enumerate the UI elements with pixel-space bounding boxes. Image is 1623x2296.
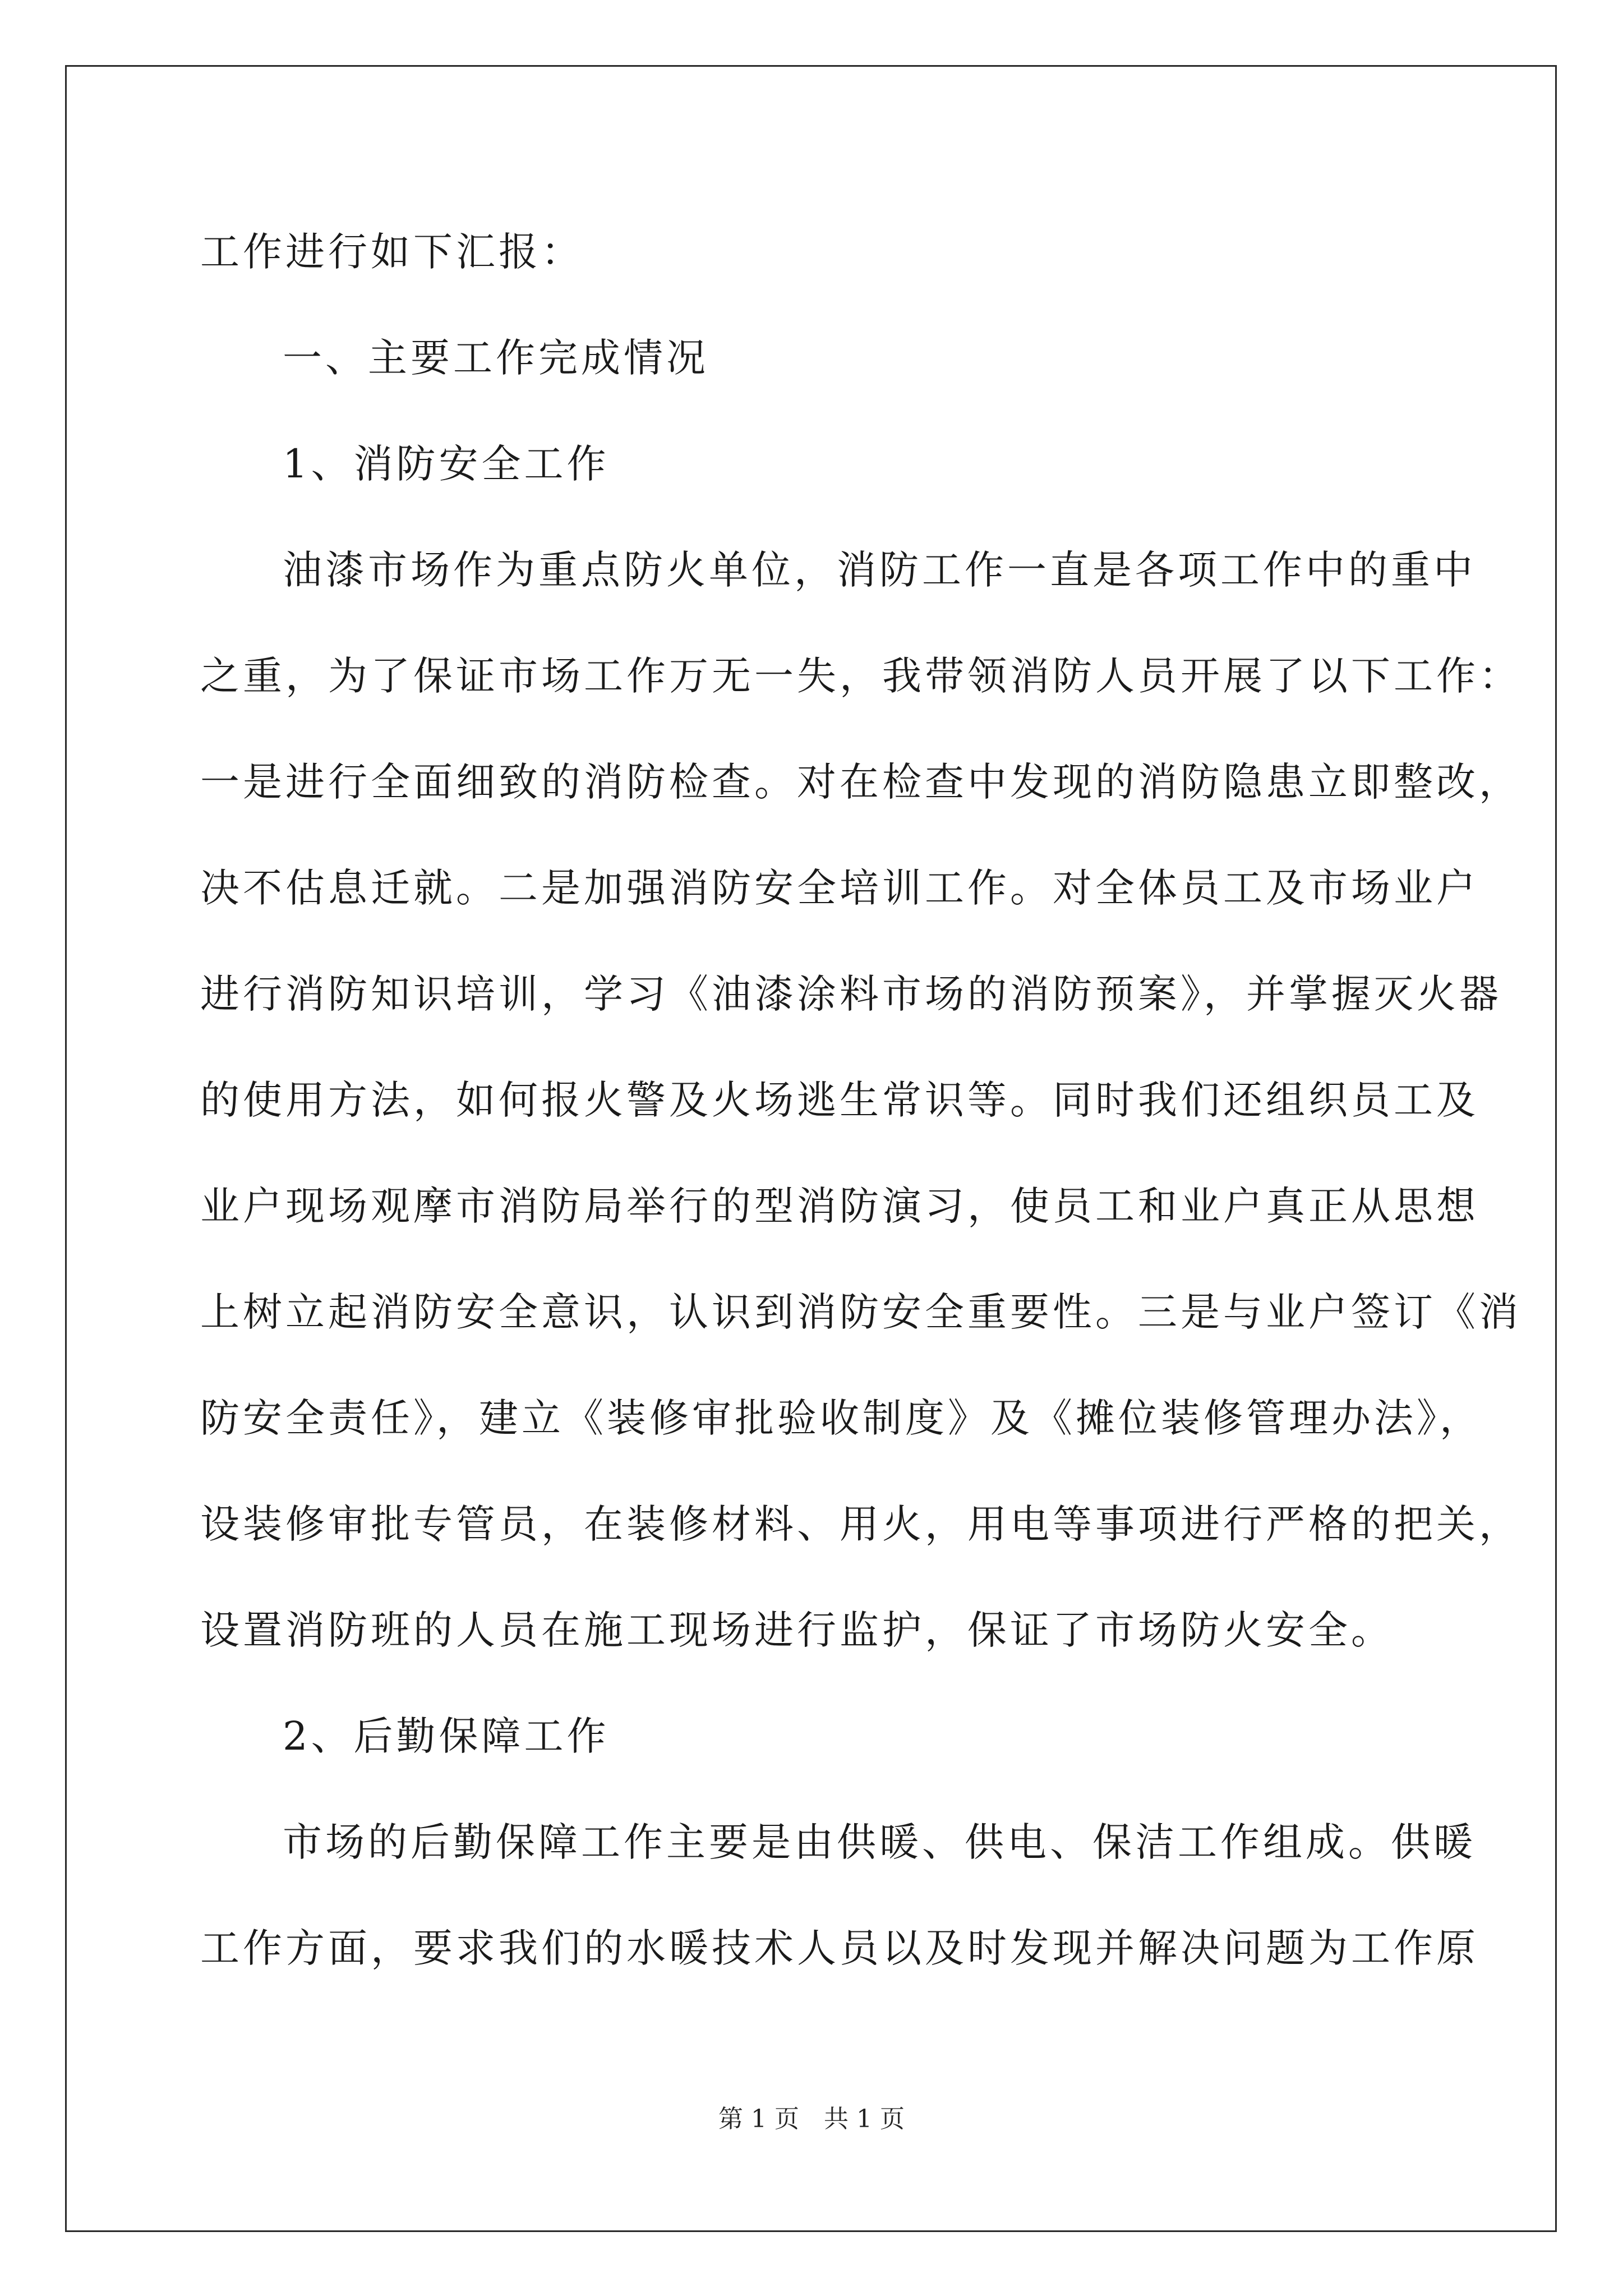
text-line: 上树立起消防安全意识，认识到消防安全重要性。三是与业户签订《消: [200, 1289, 1521, 1335]
text-line: 设置消防班的人员在施工现场进行监护，保证了市场防火安全。: [200, 1607, 1394, 1653]
text-line: 业户现场观摩市消防局举行的型消防演习，使员工和业户真正从思想: [200, 1183, 1479, 1229]
text-line: 一是进行全面细致的消防检查。对在检查中发现的消防隐患立即整改，: [200, 759, 1521, 805]
text-line: 市场的后勤保障工作主要是由供暖、供电、保洁工作组成。供暖: [283, 1819, 1476, 1865]
text-line: 之重，为了保证市场工作万无一失，我带领消防人员开展了以下工作：: [200, 653, 1521, 699]
page-footer: [0, 2102, 1623, 2136]
text-line: 2、后勤保障工作: [283, 1713, 610, 1759]
text-line: 1、消防安全工作: [283, 441, 610, 487]
text-line: 一、主要工作完成情况: [283, 335, 709, 381]
text-line: 工作方面，要求我们的水暖技术人员以及时发现并解决问题为工作原: [200, 1925, 1479, 1971]
document-body: [200, 218, 1521, 2021]
text-line: 进行消防知识培训，学习《油漆涂料市场的消防预案》，并掌握灭火器: [200, 971, 1502, 1017]
text-line: 防安全责任》，建立《装修审批验收制度》及《摊位装修管理办法》，: [200, 1395, 1482, 1441]
text-line: 决不估息迁就。二是加强消防安全培训工作。对全体员工及市场业户: [200, 865, 1479, 911]
page-number-label: 第 1 页 共 1 页: [718, 2105, 905, 2133]
text-line: 工作进行如下汇报：: [200, 229, 584, 275]
text-line: 油漆市场作为重点防火单位，消防工作一直是各项工作中的重中: [283, 547, 1476, 593]
text-line: 设装修审批专管员，在装修材料、用火，用电等事项进行严格的把关，: [200, 1501, 1521, 1547]
text-line: 的使用方法，如何报火警及火场逃生常识等。同时我们还组织员工及: [200, 1077, 1479, 1123]
